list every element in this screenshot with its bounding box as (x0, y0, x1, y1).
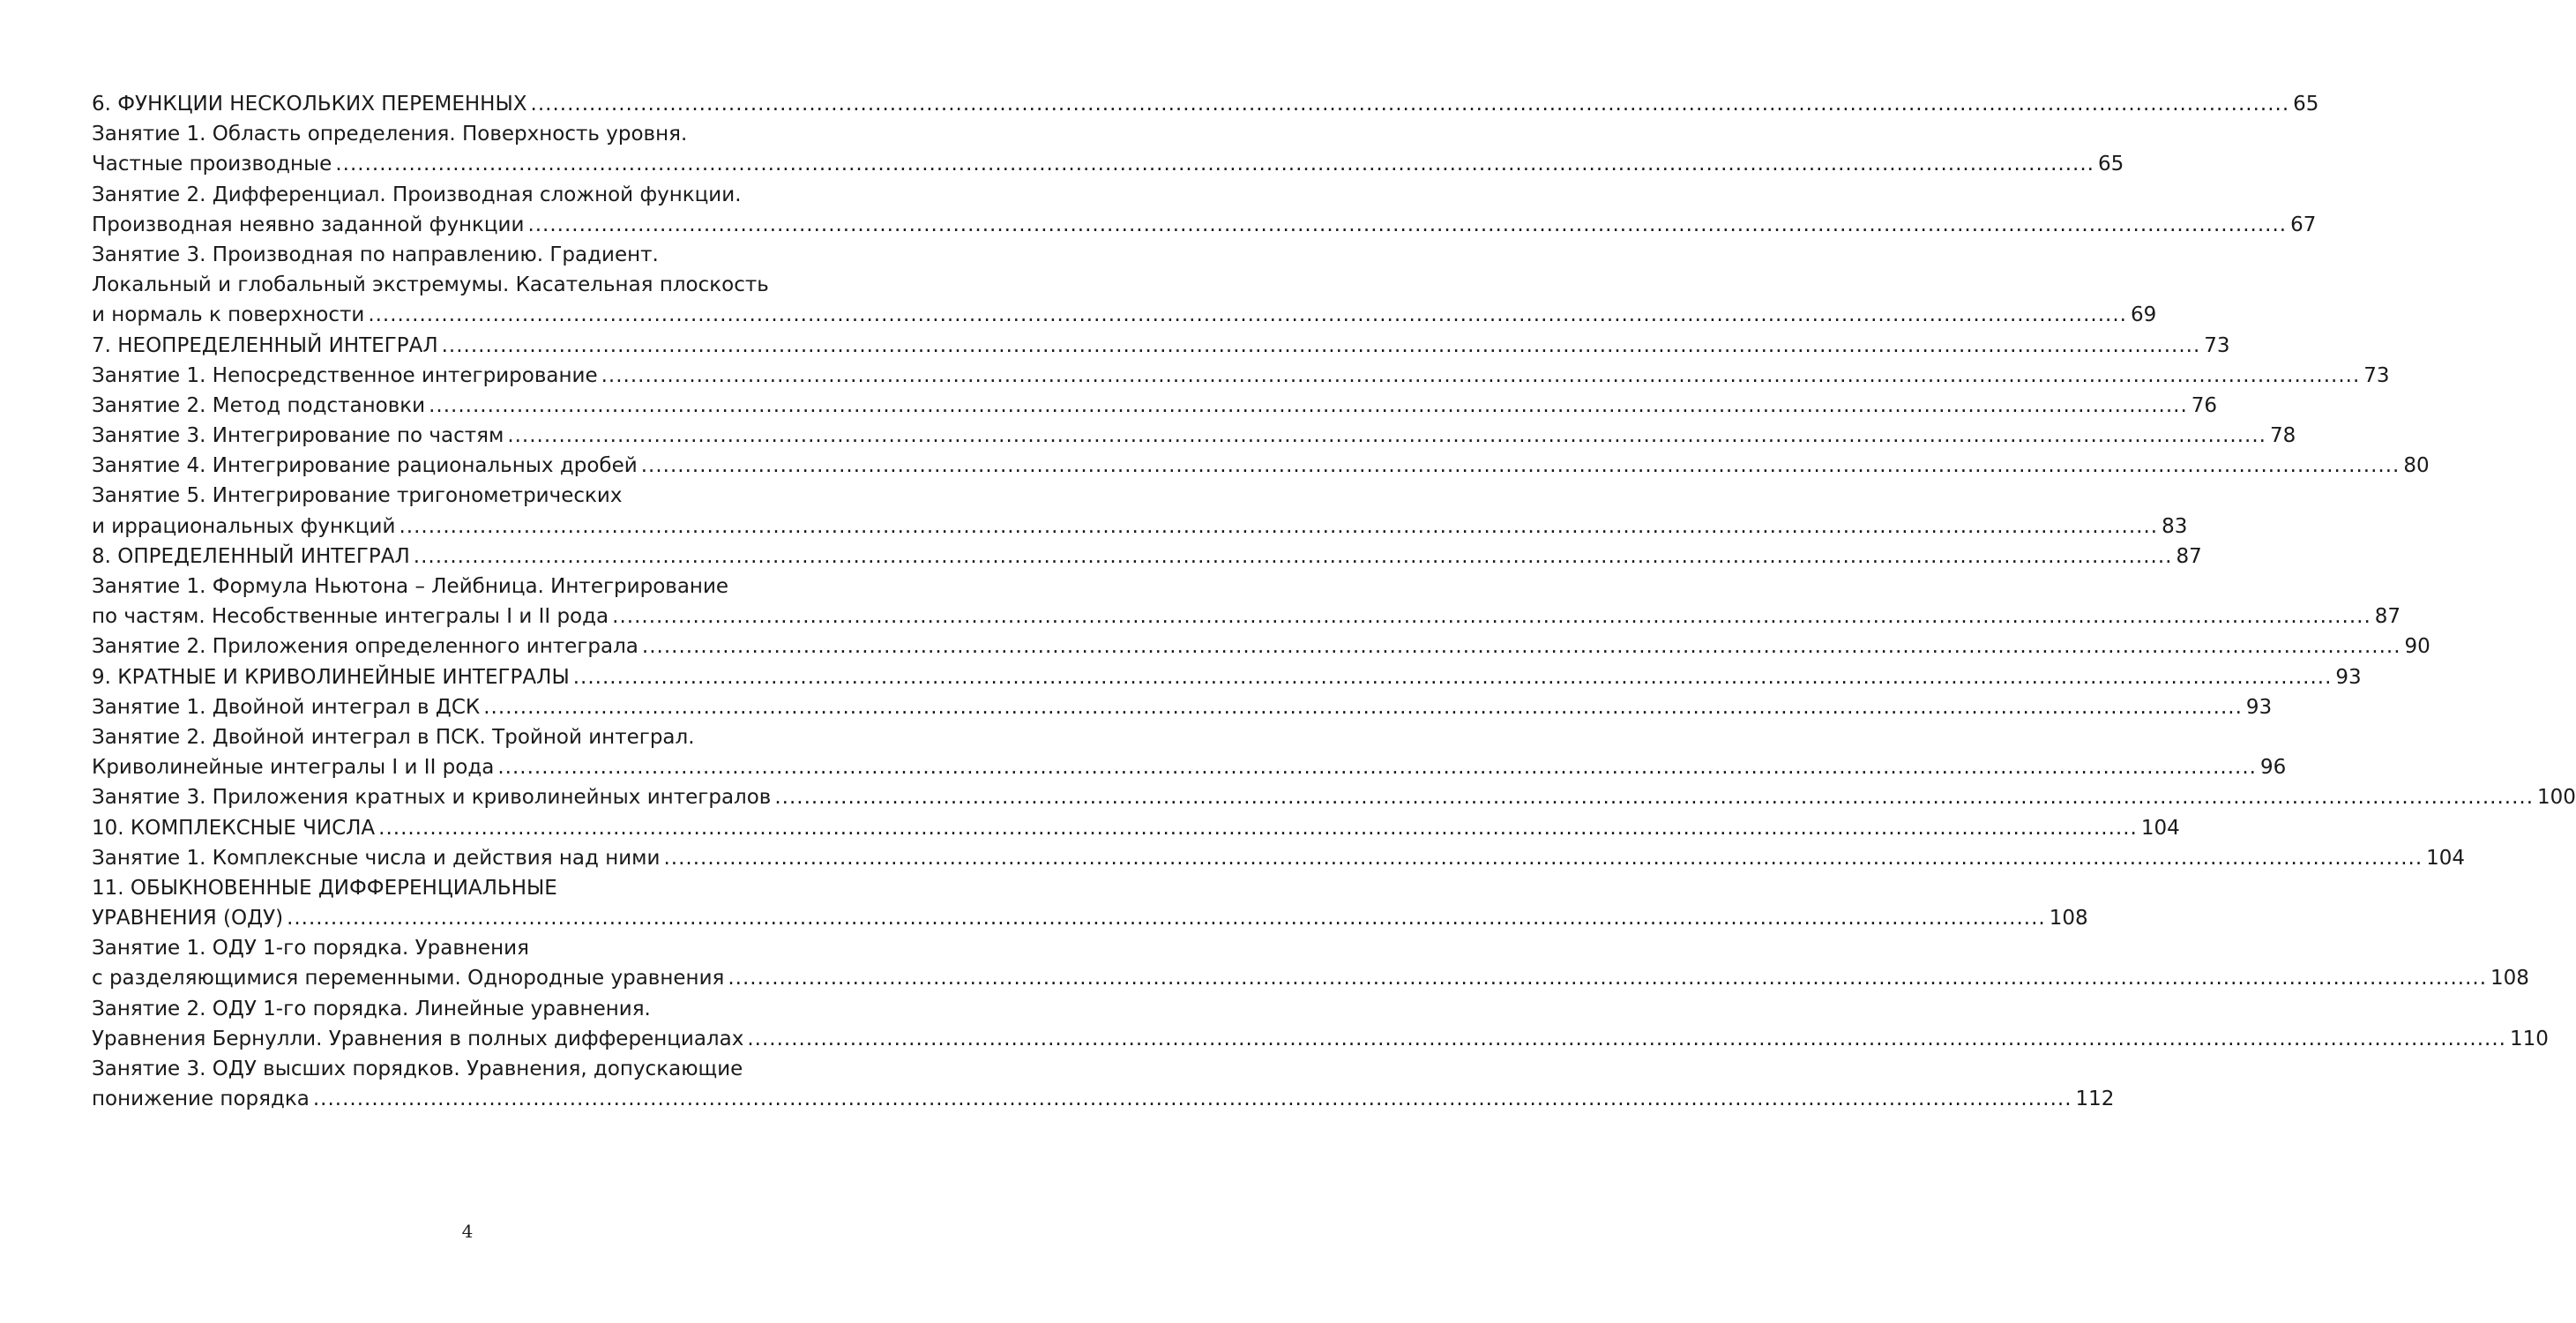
toc-entry-title: Занятие 3. Приложения кратных и криволинейных интегралов (92, 786, 772, 810)
toc-entry (92, 692, 2273, 722)
dot-leader (378, 813, 2138, 843)
toc-page-number: 110 (2510, 1027, 2549, 1050)
toc-entry-line: Занятие 2. ОДУ 1-го порядка. Линейные уравнения. (92, 997, 651, 1020)
toc-page-number: 93 (2335, 665, 2362, 689)
toc-entry-title: понижение порядка (92, 1088, 310, 1111)
toc-entry-final-line (92, 89, 2319, 119)
toc-entry (92, 542, 2202, 572)
toc-page-number: 76 (2191, 393, 2218, 417)
toc-entry-line: Занятие 2. Двойной интеграл в ПСК. Тройной интеграл. (92, 725, 695, 749)
toc-entry (92, 331, 2230, 361)
toc-page-number: 104 (2426, 846, 2466, 870)
toc-entry-final-line (92, 602, 2401, 632)
toc-entry-title: Криволинейные интегралы I и II рода (92, 756, 495, 780)
toc-entry-line: Занятие 1. Формула Ньютона – Лейбница. Интегрирование (92, 575, 729, 598)
dot-leader (287, 903, 2046, 933)
table-of-contents (92, 89, 2576, 1114)
toc-entry-final-line (92, 903, 2088, 933)
toc-entry-title: Занятие 1. Непосредственное интегрирование (92, 363, 598, 387)
toc-entry-final-line (92, 542, 2202, 572)
toc-entry-final-line (92, 963, 2529, 993)
toc-entry-title: УРАВНЕНИЯ (ОДУ) (92, 907, 284, 931)
toc-entry-title: с разделяющимися переменными. Однородные уравнения (92, 967, 725, 990)
toc-page-number: 65 (2097, 153, 2124, 176)
dot-leader (414, 542, 2173, 572)
toc-entry-title: Частные производные (92, 153, 332, 176)
dot-leader (483, 692, 2243, 722)
toc-page-number: 65 (2293, 93, 2319, 116)
toc-page-number: 100 (2537, 786, 2576, 810)
toc-page-number: 78 (2269, 424, 2296, 448)
toc-entry (92, 240, 2157, 331)
toc-entry-title: Уравнения Бернулли. Уравнения в полных дифференциалах (92, 1027, 744, 1050)
toc-entry-final-line (92, 512, 2188, 542)
toc-entry (92, 572, 2401, 632)
toc-page-number: 93 (2245, 695, 2273, 719)
dot-leader (429, 391, 2188, 421)
toc-entry (92, 632, 2430, 662)
toc-entry-line: Занятие 5. Интегрирование тригонометрических (92, 484, 623, 508)
dot-leader (573, 662, 2333, 692)
toc-entry-line: Локальный и глобальный экстремумы. Касательная плоскость (92, 273, 769, 297)
toc-entry-line: Занятие 1. Область определения. Поверхность уровня. (92, 123, 688, 146)
dot-leader (774, 782, 2534, 812)
toc-entry-title: Занятие 3. Интегрирование по частям (92, 424, 504, 448)
toc-entry-line: 11. ОБЫКНОВЕННЫЕ ДИФФЕРЕНЦИАЛЬНЫЕ (92, 876, 557, 900)
dot-leader (399, 512, 2158, 542)
toc-entry (92, 782, 2576, 812)
toc-entry-final-line (92, 149, 2124, 179)
toc-entry-line: Занятие 3. ОДУ высших порядков. Уравнения, допускающие (92, 1058, 743, 1080)
toc-page-number: 108 (2490, 967, 2529, 990)
dot-leader (747, 1024, 2506, 1054)
toc-page-number: 83 (2162, 514, 2188, 538)
toc-entry-final-line (92, 451, 2430, 481)
toc-entry-title: Производная неявно заданной функции (92, 213, 525, 236)
toc-entry-title: 9. КРАТНЫЕ И КРИВОЛИНЕЙНЫЕ ИНТЕГРАЛЫ (92, 665, 570, 689)
toc-entry-final-line (92, 752, 2287, 782)
toc-entry (92, 89, 2319, 119)
toc-entry (92, 933, 2529, 993)
dot-leader (663, 843, 2423, 873)
toc-entry (92, 662, 2362, 692)
dot-leader (335, 149, 2094, 179)
toc-entry-final-line (92, 361, 2390, 391)
toc-entry (92, 391, 2218, 421)
dot-leader (612, 602, 2371, 632)
toc-entry (92, 843, 2466, 873)
toc-entry-final-line (92, 210, 2317, 240)
dot-leader (641, 451, 2401, 481)
dot-leader (497, 752, 2257, 782)
toc-entry-final-line (92, 331, 2230, 361)
toc-entry-title: Занятие 2. Метод подстановки (92, 393, 426, 417)
toc-entry-final-line (92, 813, 2180, 843)
dot-leader (728, 963, 2487, 993)
toc-entry (92, 481, 2188, 541)
dot-leader (531, 89, 2290, 119)
toc-entry (92, 873, 2088, 933)
toc-page-number: 104 (2140, 816, 2180, 840)
toc-entry-final-line (92, 662, 2362, 692)
toc-entry-title: 6. ФУНКЦИИ НЕСКОЛЬКИХ ПЕРЕМЕННЫХ (92, 93, 527, 116)
dot-leader (527, 210, 2287, 240)
toc-page-number: 80 (2403, 454, 2430, 478)
toc-entry-title: Занятие 1. Двойной интеграл в ДСК (92, 695, 481, 719)
toc-entry-title: Занятие 2. Приложения определенного интеграла (92, 635, 638, 659)
toc-entry-title: Занятие 1. Комплексные числа и действия над ними (92, 846, 661, 870)
toc-entry-final-line (92, 391, 2218, 421)
dot-leader (442, 331, 2201, 361)
toc-entry-final-line (92, 692, 2273, 722)
toc-entry (92, 180, 2317, 240)
toc-entry (92, 421, 2296, 451)
toc-entry (92, 722, 2287, 782)
toc-page-number: 87 (2374, 605, 2401, 629)
toc-entry-final-line (92, 843, 2466, 873)
toc-entry-final-line (92, 421, 2296, 451)
toc-entry-title: и иррациональных функций (92, 514, 396, 538)
dot-leader (313, 1084, 2072, 1114)
dot-leader (507, 421, 2266, 451)
page-number: 4 (461, 1221, 474, 1242)
toc-entry (92, 994, 2549, 1054)
toc-page-number: 96 (2259, 756, 2287, 780)
toc-entry-title: по частям. Несобственные интегралы I и II рода (92, 605, 609, 629)
toc-entry (92, 451, 2430, 481)
toc-page-number: 108 (2049, 907, 2088, 931)
toc-entry (92, 119, 2124, 179)
toc-entry-final-line (92, 1084, 2115, 1114)
toc-entry-line: Занятие 2. Дифференциал. Производная сложной функции. (92, 183, 742, 206)
toc-entry-title: и нормаль к поверхности (92, 303, 365, 327)
toc-page-number: 87 (2176, 544, 2202, 568)
toc-entry-line: Занятие 3. Производная по направлению. Градиент. (92, 243, 659, 266)
toc-entry-final-line (92, 632, 2430, 662)
toc-entry (92, 813, 2180, 843)
toc-entry-title: 8. ОПРЕДЕЛЕННЫЙ ИНТЕГРАЛ (92, 544, 410, 568)
dot-leader (601, 361, 2361, 391)
toc-page-number: 69 (2130, 303, 2157, 327)
toc-page-number: 112 (2075, 1088, 2115, 1111)
toc-entry (92, 361, 2390, 391)
dot-leader (368, 300, 2127, 330)
toc-entry-final-line (92, 1024, 2549, 1054)
toc-entry-title: Занятие 4. Интегрирование рациональных дробей (92, 454, 638, 478)
toc-page-number: 73 (2363, 363, 2390, 387)
toc-entry-final-line (92, 782, 2576, 812)
toc-entry-title: 7. НЕОПРЕДЕЛЕННЫЙ ИНТЕГРАЛ (92, 333, 438, 357)
toc-entry-title: 10. КОМПЛЕКСНЫЕ ЧИСЛА (92, 816, 376, 840)
dot-leader (642, 632, 2401, 662)
toc-page-number: 67 (2290, 213, 2317, 236)
toc-entry-line: Занятие 1. ОДУ 1-го порядка. Уравнения (92, 937, 529, 960)
toc-page-number: 73 (2204, 333, 2230, 357)
toc-page-number: 90 (2404, 635, 2430, 659)
toc-entry-final-line (92, 300, 2157, 330)
toc-entry (92, 1054, 2115, 1114)
